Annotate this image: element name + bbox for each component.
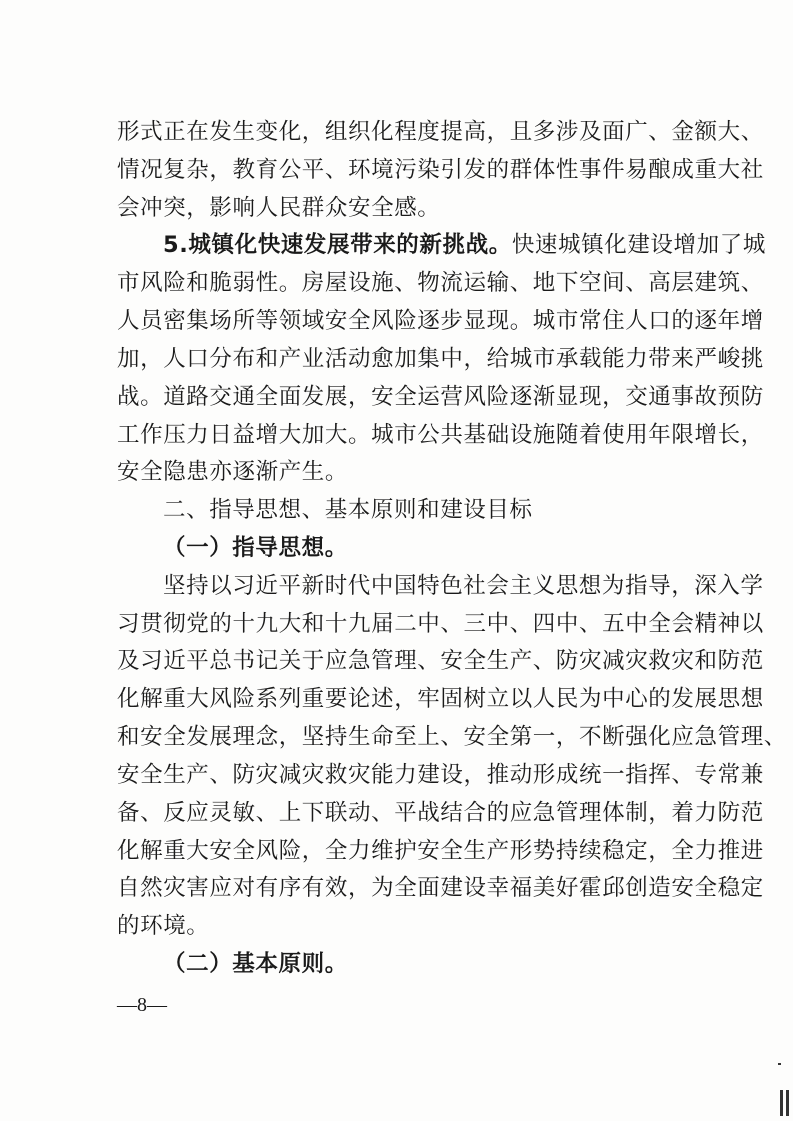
text-line: 形式正在发生变化，组织化程度提高，且多涉及面广、金额大、 [117,119,764,145]
subsection-heading-guiding-thought: （一）指导思想。 [163,535,348,561]
text-line: 自然灾害应对有序有效，为全面建设幸福美好霍邱创造安全稳定 [117,875,764,901]
scan-artifact [786,1090,789,1116]
text-line: 情况复杂，教育公平、环境污染引发的群体性事件易酿成重大社 [117,157,764,183]
text-line: 安全隐患亦逐渐产生。 [117,459,349,485]
text-line: 快速城镇化建设增加了城 [511,232,766,258]
text-line: 的环境。 [117,913,210,939]
text-line: 加，人口分布和产业活动愈加集中，给城市承载能力带来严峻挑 [117,346,764,372]
text-line: 习贯彻党的十九大和十九届二中、三中、四中、五中全会精神以 [117,611,764,637]
page-number: —8— [117,994,167,1016]
paragraph-challenge5-first-line [163,226,766,264]
text-line: 市风险和脆弱性。房屋设施、物流运输、地下空间、高层建筑、 [117,270,764,296]
text-line: 工作压力日益增大加大。城市公共基础设施随着使用年限增长， [117,422,764,448]
text-line: 及习近平总书记关于应急管理、安全生产、防灾减灾救灾和防范 [117,648,764,674]
text-line: 备、反应灵敏、上下联动、平战结合的应急管理体制，着力防范 [117,800,764,826]
scan-artifact [778,1063,781,1065]
subsection-heading-basic-principles: （二）基本原则。 [163,951,348,977]
text-line: 和安全发展理念，坚持生命至上、安全第一，不断强化应急管理、 [117,724,787,750]
challenge5-heading: 5.城镇化快速发展带来的新挑战。 [163,232,512,258]
text-line: 会冲突，影响人民群众安全感。 [117,195,441,221]
text-line: 坚持以习近平新时代中国特色社会主义思想为指导，深入学 [163,573,764,599]
scan-artifact [780,1090,783,1116]
text-line: 化解重大风险系列重要论述，牢固树立以人民为中心的发展思想 [117,686,764,712]
text-line: 战。道路交通全面发展，安全运营风险逐渐显现，交通事故预防 [117,384,764,410]
text-line: 化解重大安全风险，全力维护安全生产形势持续稳定，全力推进 [117,838,764,864]
text-line: 人员密集场所等领域安全风险逐步显现。城市常住人口的逐年增 [117,308,764,334]
section-heading: 二、指导思想、基本原则和建设目标 [163,497,533,523]
text-line: 安全生产、防灾减灾救灾能力建设，推动形成统一指挥、专常兼 [117,762,764,788]
